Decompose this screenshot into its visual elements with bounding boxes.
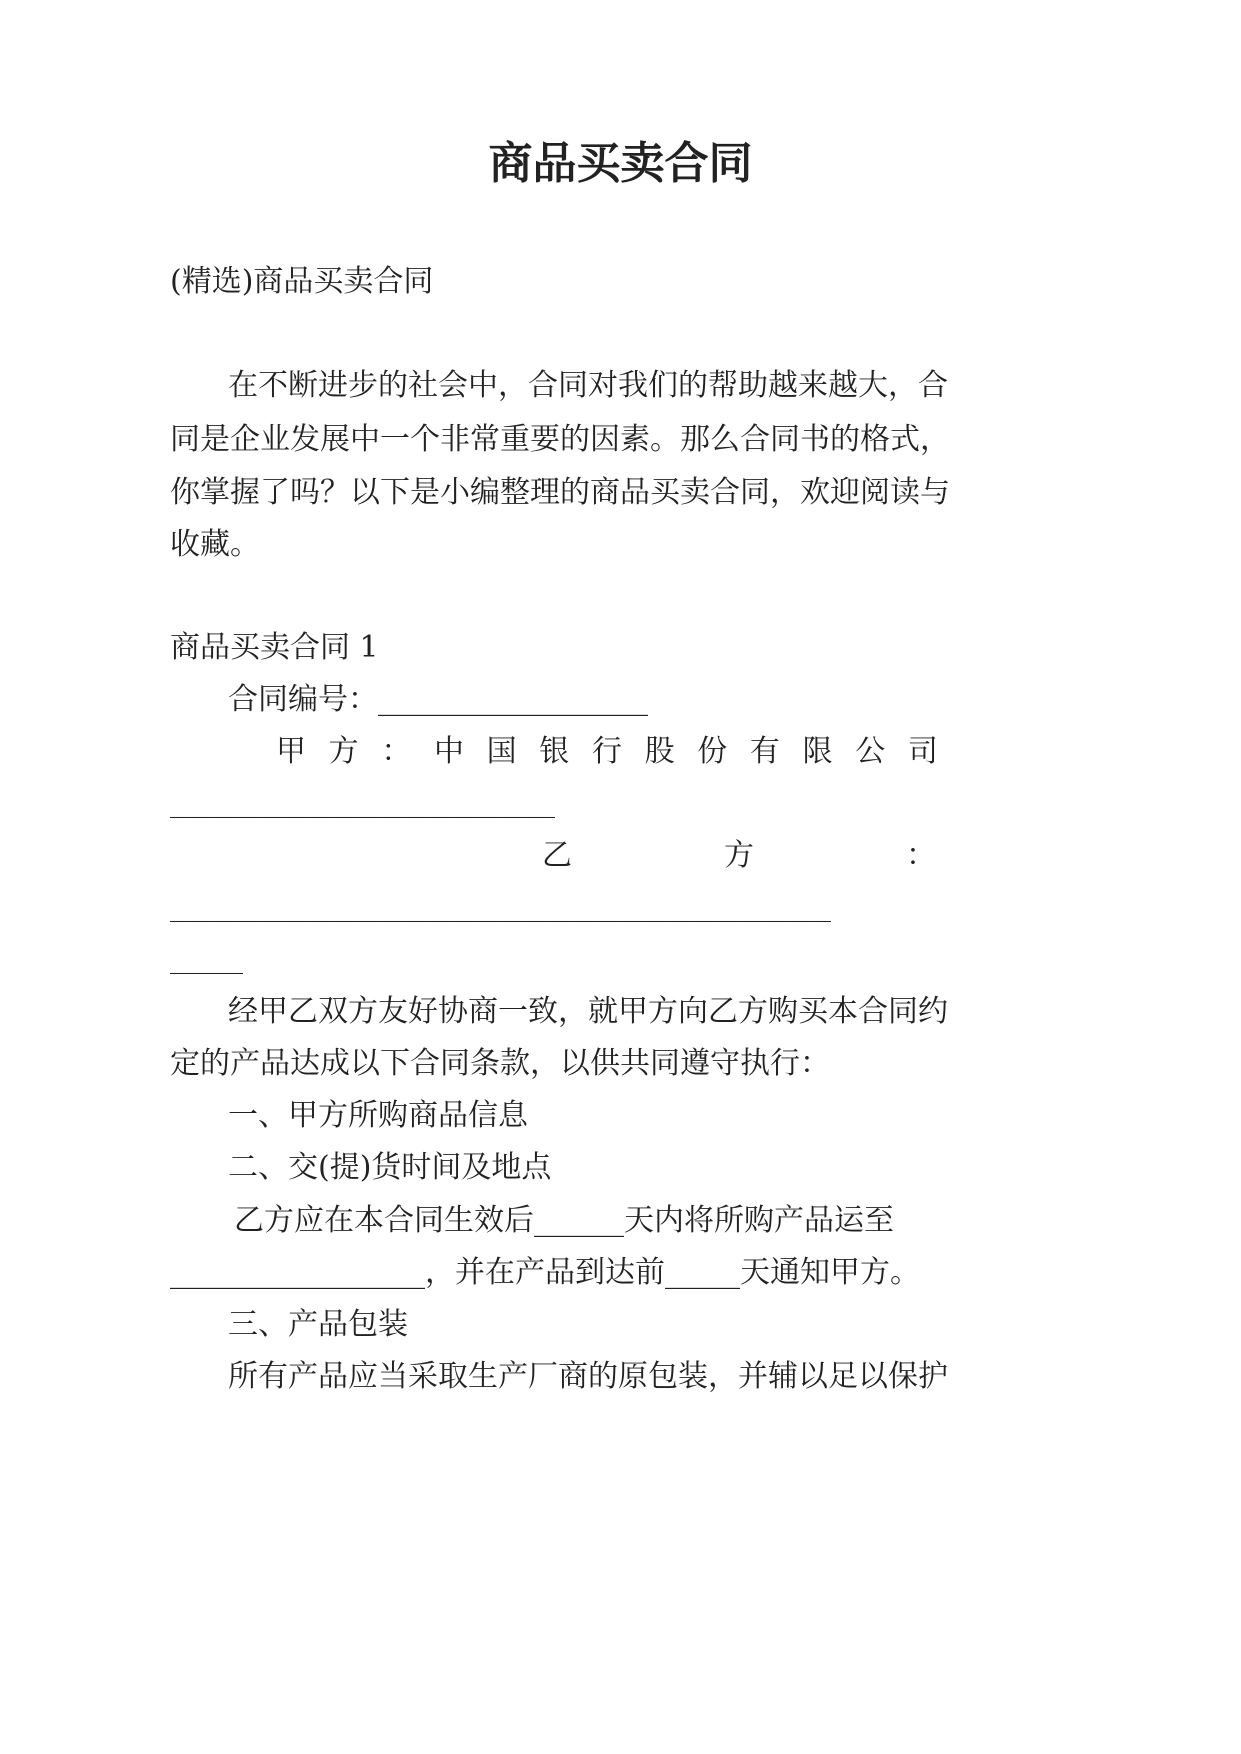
- delivery-line: _________________，并在产品到达前_____天通知甲方。: [170, 1255, 920, 1290]
- party-a-line: ________________________________: [170, 789, 554, 819]
- delivery-line: 乙方应在本合同生效后______天内将所购产品运至: [234, 1203, 894, 1238]
- party-a-char: 公: [855, 734, 886, 769]
- party-a-char: 份: [697, 734, 728, 769]
- party-a-char: 甲: [276, 734, 306, 769]
- party-a-char: 行: [591, 734, 622, 769]
- agreement-line: 经甲乙双方友好协商一致，就甲方向乙方购买本合同约: [228, 994, 948, 1029]
- contract-heading: 商品买卖合同 1: [170, 630, 379, 665]
- section-heading: 三、产品包装: [228, 1307, 408, 1342]
- packaging-line: 所有产品应当采取生产厂商的原包装，并辅以足以保护: [228, 1359, 948, 1394]
- party-b-line: _______________________________________________________: [170, 893, 830, 923]
- section-heading: 二、交(提)货时间及地点: [228, 1150, 552, 1185]
- document-subtitle: (精选)商品买卖合同: [170, 264, 434, 299]
- intro-line: 收藏。: [170, 527, 260, 562]
- party-b-char: 乙: [542, 838, 572, 873]
- party-a-char: 方: [328, 734, 359, 769]
- intro-line: 同是企业发展中一个非常重要的因素。那么合同书的格式，: [170, 422, 950, 457]
- party-b-line: ______: [170, 945, 242, 975]
- party-a-row: [276, 732, 938, 772]
- party-a-char: 有: [749, 734, 780, 769]
- party-b-row: [542, 836, 936, 876]
- party-a-char: 限: [802, 734, 833, 769]
- party-a-char: 中: [433, 734, 464, 769]
- agreement-line: 定的产品达成以下合同条款，以供共同遵守执行：: [170, 1046, 830, 1081]
- intro-line: 在不断进步的社会中，合同对我们的帮助越来越大，合: [228, 368, 948, 403]
- party-a-char: ：: [381, 734, 412, 769]
- party-a-char: 国: [486, 734, 517, 769]
- party-b-char: 方: [724, 838, 754, 873]
- document-title: 商品买卖合同: [488, 138, 753, 189]
- party-a-char: 银: [539, 734, 570, 769]
- party-a-char: 股: [644, 734, 675, 769]
- contract-number: 合同编号：__________________: [228, 682, 648, 717]
- party-b-char: ：: [906, 838, 936, 873]
- party-a-char: 司: [907, 734, 938, 769]
- section-heading: 一、甲方所购商品信息: [228, 1098, 528, 1133]
- intro-line: 你掌握了吗？以下是小编整理的商品买卖合同，欢迎阅读与: [170, 475, 950, 510]
